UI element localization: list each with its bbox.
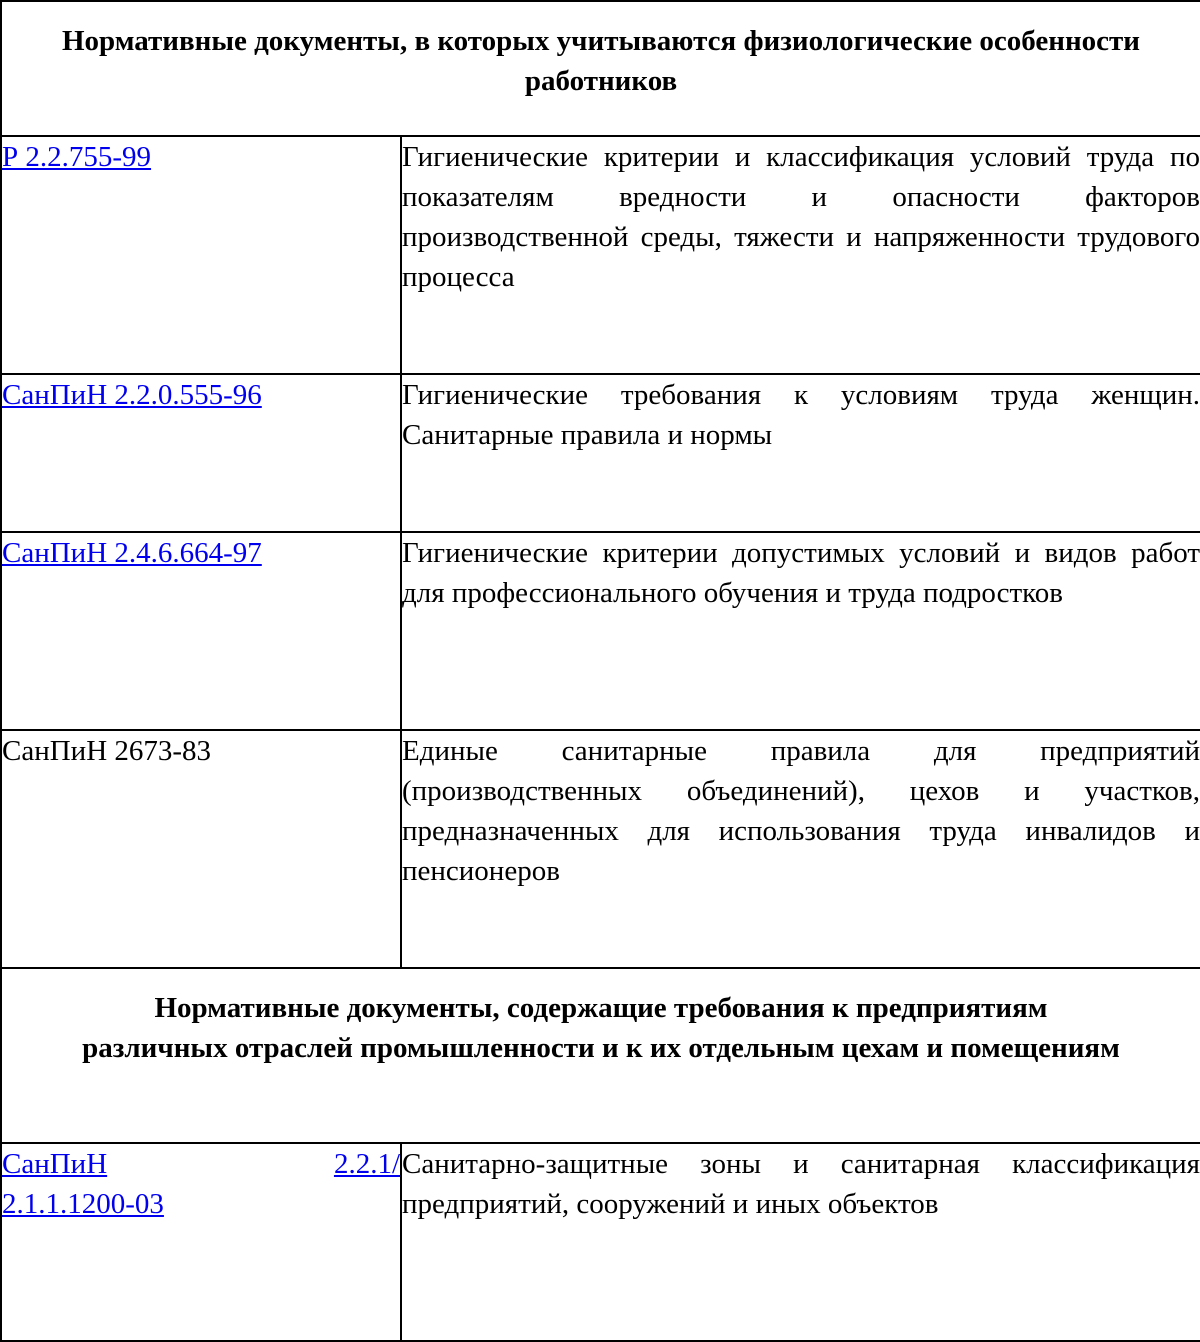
- code-cell: [1, 532, 401, 730]
- table-row: [1, 374, 1200, 532]
- description-cell: Гигиенические критерии и классификация условий труда по показателям вредности и опасности факторов производственной среды, тяжести и напряженности трудового процесса: [401, 136, 1200, 374]
- document-code-link[interactable]: СанПиН 2.2.0.555-96: [2, 379, 262, 411]
- description-cell: Гигиенические требования к условиям труда женщин. Санитарные правила и нормы: [401, 374, 1200, 532]
- code-part-1: СанПиН: [2, 1148, 108, 1180]
- code-cell: [1, 730, 401, 968]
- code-cell: [1, 1143, 401, 1341]
- section-header: [1, 1, 1200, 136]
- code-line-1: [2, 1144, 400, 1184]
- document-code-link[interactable]: СанПиН 2.4.6.664-97: [2, 537, 262, 569]
- code-cell: [1, 374, 401, 532]
- description-cell: Единые санитарные правила для предприятий (производственных объединений), цехов и участков, предназначенных для использования труда инвалидов и пенсионеров: [401, 730, 1200, 968]
- table-row: [1, 136, 1200, 374]
- code-cell: [1, 136, 401, 374]
- code-line-2: 2.1.1.1200-03: [2, 1188, 164, 1220]
- section-title: Нормативные документы, содержащие требования к предприятиям различных отраслей промышленности и к их отдельным цехам и помещениям: [82, 992, 1120, 1064]
- document-code: СанПиН 2673-83: [2, 735, 212, 767]
- table-row: [1, 1143, 1200, 1341]
- description-cell: Гигиенические критерии допустимых условий и видов работ для профессионального обучения и труда подростков: [401, 532, 1200, 730]
- section-header: [1, 968, 1200, 1143]
- code-part-2: 2.2.1/: [333, 1148, 400, 1180]
- document-code-link[interactable]: [2, 1144, 400, 1224]
- description-cell: Санитарно-защитные зоны и санитарная классификация предприятий, сооружений и иных объектов: [401, 1143, 1200, 1341]
- table-row: [1, 532, 1200, 730]
- section-title: Нормативные документы, в которых учитываются физиологические особенности работников: [62, 25, 1140, 97]
- document-code-link[interactable]: Р 2.2.755-99: [2, 141, 152, 173]
- table-row: [1, 730, 1200, 968]
